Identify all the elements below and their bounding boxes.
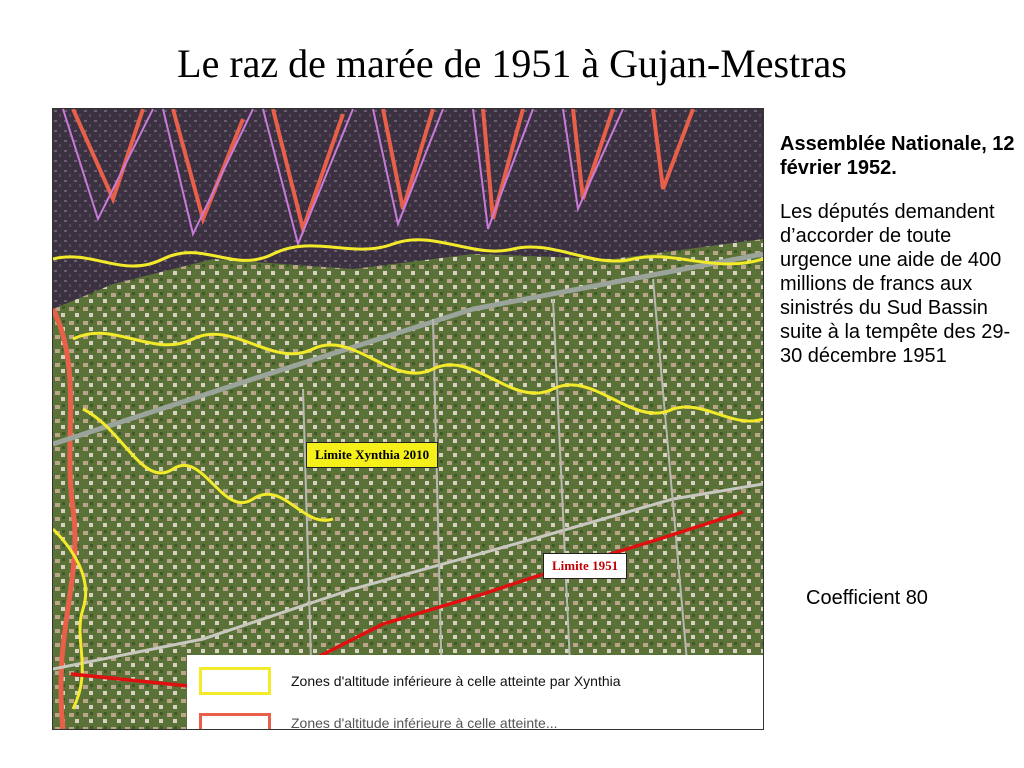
red-swatch	[199, 713, 271, 730]
map-canvas	[53, 109, 763, 729]
limit-1951-label: Limite 1951	[543, 553, 627, 579]
legend-item-partial	[199, 713, 759, 730]
slide-title: Le raz de marée de 1951 à Gujan-Mestras	[177, 41, 847, 86]
sidebar-heading: Assemblée Nationale, 12 février 1952.	[780, 133, 1015, 179]
legend-item-xynthia	[199, 667, 759, 697]
xynthia-2010-label: Limite Xynthia 2010	[306, 442, 438, 468]
map-legend	[187, 655, 764, 730]
legend-label: Zones d'altitude inférieure à celle atteinte par Xynthia	[291, 673, 621, 689]
legend-label: Zones d'altitude inférieure à celle atteinte...	[291, 715, 558, 730]
aerial-map	[52, 108, 764, 730]
sidebar-text	[780, 132, 1020, 368]
yellow-swatch	[199, 667, 271, 695]
coefficient-text: Coefficient 80	[806, 587, 928, 609]
sidebar-body: Les députés demandent d’accorder de toute urgence une aide de 400 millions de francs aux sinistrés du Sud Bassin suite à la tempête des 29-30 décembre 1951	[780, 201, 1011, 367]
